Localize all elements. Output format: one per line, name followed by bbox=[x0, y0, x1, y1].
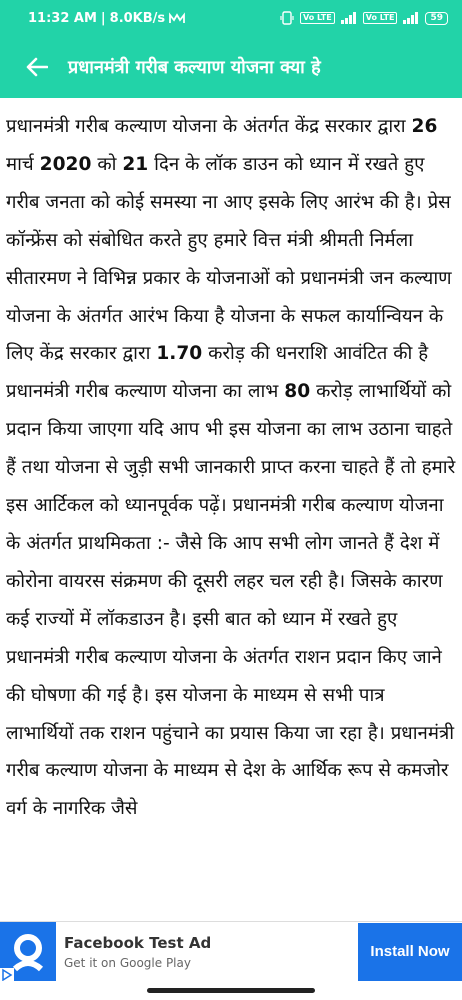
ad-subtitle: Get it on Google Play bbox=[64, 955, 191, 970]
install-button[interactable]: Install Now bbox=[358, 923, 462, 981]
signal-icon bbox=[403, 12, 419, 24]
vibrate-icon bbox=[280, 11, 294, 25]
article-amount: 1.70 bbox=[156, 343, 203, 365]
ad-logo[interactable] bbox=[0, 922, 56, 982]
notification-icon bbox=[169, 12, 185, 24]
article-beneficiaries: 80 bbox=[284, 381, 311, 403]
arrow-left-icon[interactable] bbox=[22, 52, 52, 82]
status-left: 11:32 AM | 8.0KB/s bbox=[28, 11, 185, 26]
sim1-badge: Vo LTE bbox=[300, 12, 335, 24]
status-bar bbox=[0, 0, 462, 36]
article-body bbox=[6, 108, 458, 920]
signal-icon bbox=[341, 12, 357, 24]
article-text: को bbox=[91, 153, 123, 175]
app-bar bbox=[0, 36, 462, 98]
article-text: प्रधानमंत्री गरीब कल्याण योजना के अंतर्गत केंद्र सरकार द्वारा bbox=[6, 116, 412, 137]
network-speed: 8.0KB/s bbox=[109, 10, 166, 26]
article-year: 2020 bbox=[39, 153, 92, 175]
article-text: दिन के लॉक डाउन को ध्यान में रखते हुए गरीब जनता को कोई समस्या ना आए इसके लिए आरंभ की है। प्रेस कॉन्फ्रेंस को संबोधित करते हुए हमारे वित्त मंत्री श्रीमती निर्मला सीतारमण ने विभिन्न प्रकार के योजनाओं को प्रधानमंत्री जन कल्याण योजना के अंतर्गत आरंभ किया है योजना के सफल कार्यान्वियन के लिए केंद्र सरकार द्वारा bbox=[6, 153, 452, 365]
article-text: करोड़ की धनराशि आवंटित की है प्रधानमंत्री गरीब कल्याण योजना का लाभ bbox=[6, 343, 429, 403]
sim2-badge: Vo LTE bbox=[363, 12, 398, 24]
ad-text[interactable] bbox=[56, 934, 358, 970]
navigation-bar bbox=[0, 981, 462, 1000]
article-text: मार्च bbox=[6, 153, 40, 175]
article-text: करोड़ लाभार्थियों को प्रदान किया जाएगा यदि आप भी इस योजना का लाभ उठाना चाहते हैं तथा योजना से जुड़ी सभी जानकारी प्राप्त करना चाहते हैं तो हमारे इस आर्टिकल को ध्यानपूर्वक पढ़ें। प्रधानमंत्री गरीब कल्याण योजना के अंतर्गत प्राथमिकता :- जैसे कि आप सभी लोग जानते हैं देश में कोरोना वायरस संक्रमण की दूसरी लहर चल रही है। जिसके कारण कई राज्यों में लॉकडाउन है। इसी बात को ध्यान में रखते हुए प्रधानमंत्री गरीब कल्याण योजना के अंतर्गत राशन प्रदान किए जाने की घोषणा की गई है। इस योजना के माध्यम से सभी पात्र लाभार्थियों तक राशन पहुंचाने का प्रयास किया जा रहा है। प्रधानमंत्री गरीब कल्याण योजना के माध्यम से देश के आर्थिक रूप से कमजोर वर्ग के नागरिक जैसे bbox=[6, 381, 456, 820]
ad-banner[interactable] bbox=[0, 921, 462, 981]
page-title: प्रधानमंत्री गरीब कल्याण योजना क्या हे bbox=[68, 57, 321, 78]
ad-title: Facebook Test Ad bbox=[64, 933, 212, 952]
article-days: 21 bbox=[122, 153, 149, 175]
battery-icon: 59 bbox=[425, 12, 448, 25]
status-right bbox=[280, 11, 448, 25]
status-time: 11:32 AM bbox=[28, 10, 97, 26]
article-date: 26 bbox=[411, 116, 438, 137]
home-gesture-bar[interactable] bbox=[147, 988, 315, 993]
search-icon bbox=[9, 931, 47, 973]
ad-choices-icon[interactable] bbox=[0, 968, 14, 982]
